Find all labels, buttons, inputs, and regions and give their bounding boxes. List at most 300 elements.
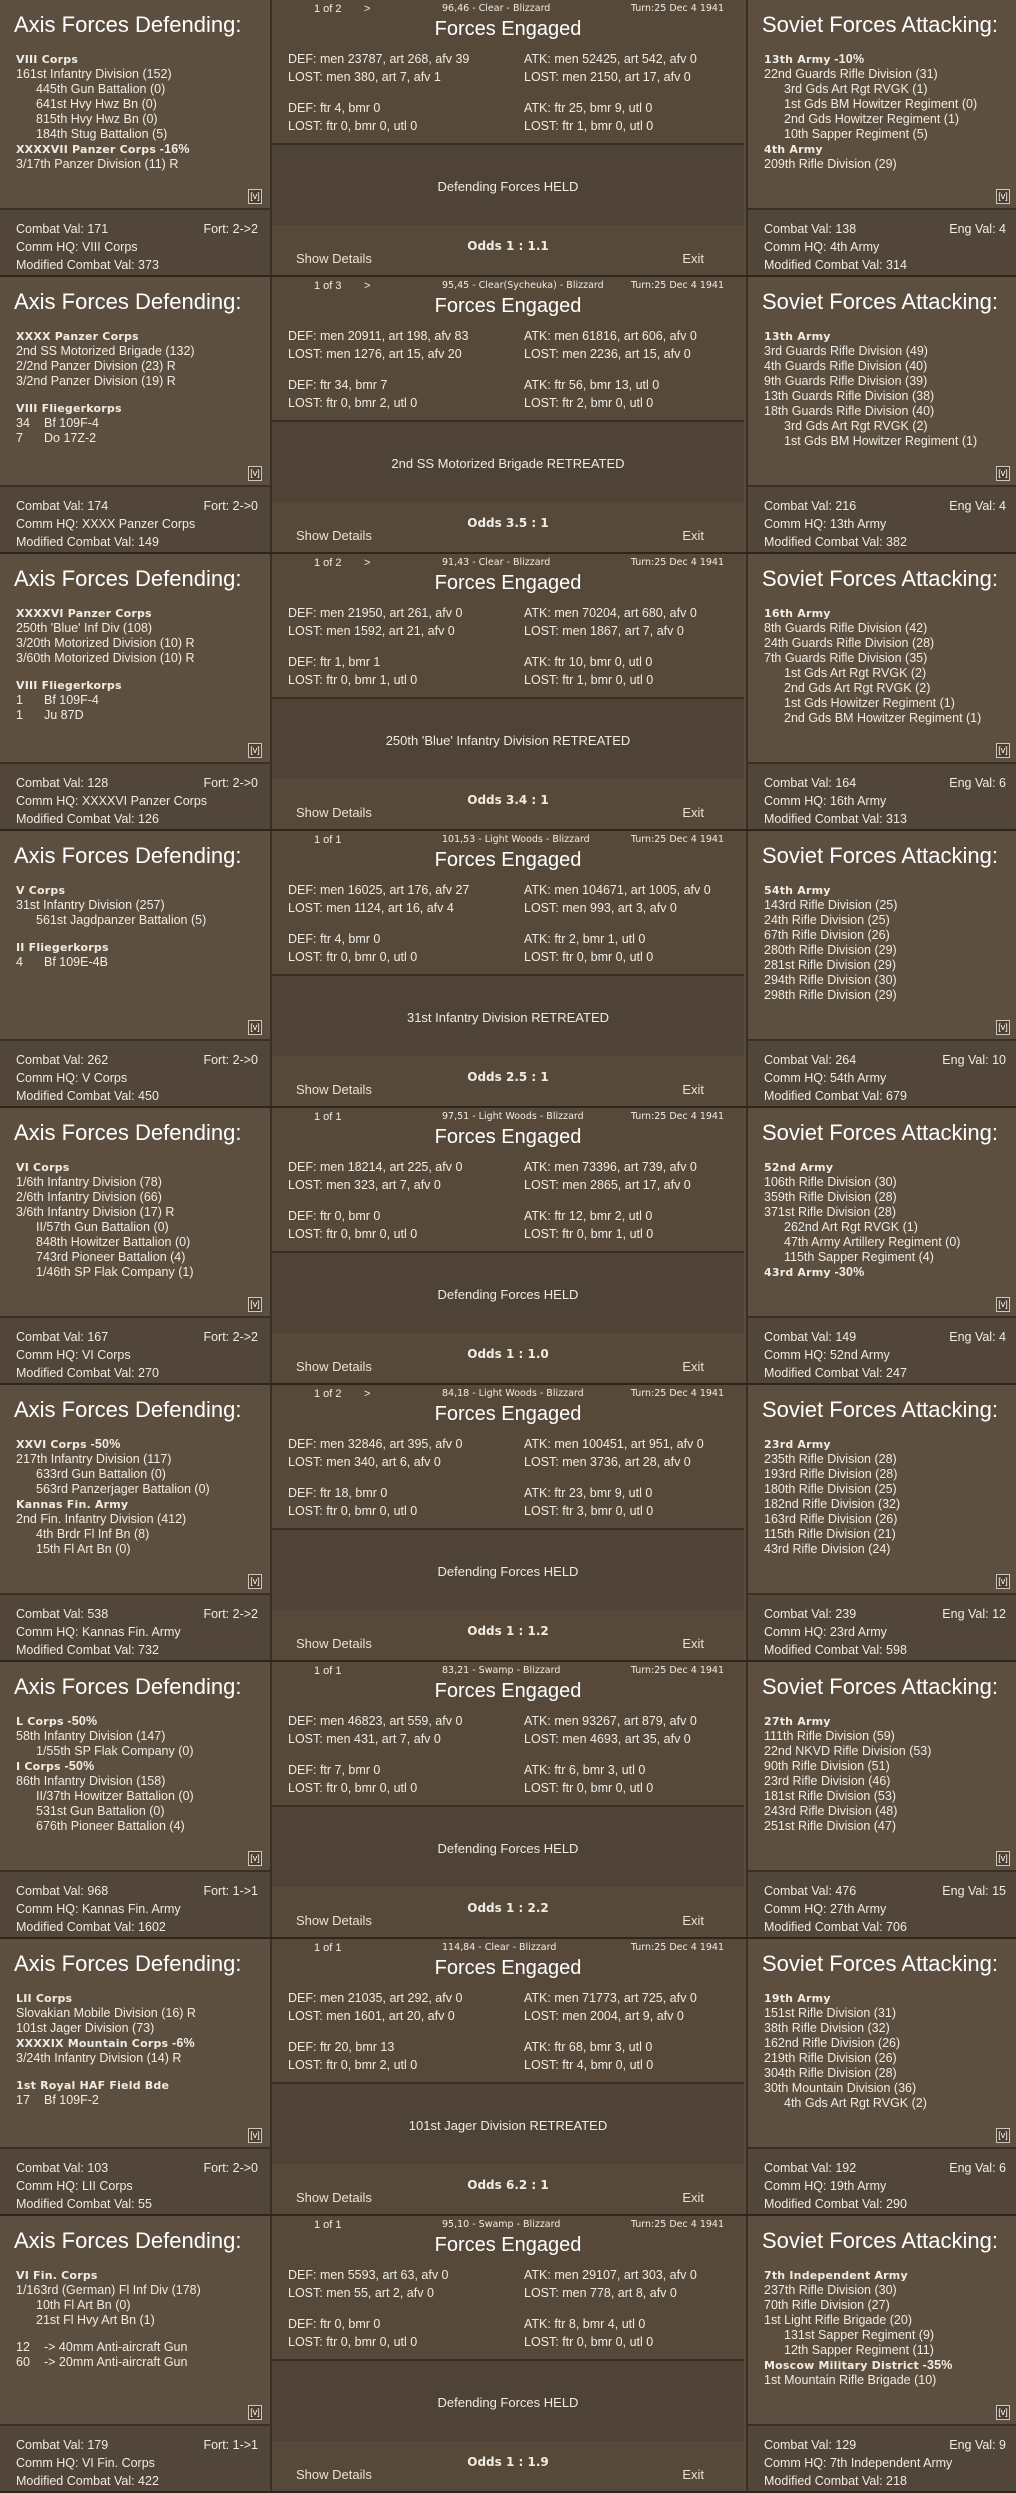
unit-name: 281st Rifle Division (29) xyxy=(764,958,896,972)
unit-name: 561st Jagdpanzer Battalion (5) xyxy=(36,913,207,927)
battle-result: Defending Forces HELD xyxy=(437,179,579,194)
battle-result-box xyxy=(272,420,744,502)
battle-panel-8 xyxy=(0,1939,1016,2216)
defender-air-losses: LOST: ftr 0, bmr 0, utl 0 xyxy=(288,119,418,133)
unit-name: 243rd Rifle Division (48) xyxy=(764,1804,898,1818)
unit-row xyxy=(764,2096,1012,2111)
unit-row xyxy=(764,2081,1012,2096)
unit-row xyxy=(16,2006,264,2021)
unit-row xyxy=(764,2373,1012,2388)
show-details-button[interactable]: Show Details xyxy=(296,1913,372,1928)
hq-penalty: -50% xyxy=(86,1437,121,1451)
air-unit-count: 4 xyxy=(16,955,23,969)
unit-row xyxy=(764,1804,1012,1819)
unit-row xyxy=(764,958,1012,973)
unit-name: 445th Gun Battalion (0) xyxy=(36,82,166,96)
show-details-button[interactable]: Show Details xyxy=(296,251,372,266)
unit-name: 58th Infantry Division (147) xyxy=(16,1729,166,1743)
forces-engaged-panel xyxy=(272,1662,744,1937)
battle-panel-3 xyxy=(0,554,1016,831)
unit-name: 237th Rifle Division (30) xyxy=(764,2283,897,2297)
soviet-panel xyxy=(746,554,1016,829)
show-details-button[interactable]: Show Details xyxy=(296,1082,372,1097)
unit-name: 1st Gds BM Howitzer Regiment (1) xyxy=(784,434,978,448)
axis-unit-list xyxy=(16,1714,264,1834)
turn-date: Turn:25 Dec 4 1941 xyxy=(630,1665,724,1676)
unit-row xyxy=(16,127,264,142)
exit-button[interactable]: Exit xyxy=(682,1636,704,1651)
fort-level: Fort: 2->0 xyxy=(203,2161,258,2175)
unit-name: 47th Army Artillery Regiment (0) xyxy=(784,1235,961,1249)
attacker-men: ATK: men 104671, art 1005, afv 0 xyxy=(524,883,711,897)
unit-name: 217th Infantry Division (117) xyxy=(16,1452,172,1466)
unit-name: 3rd Gds Art Rgt RVGK (2) xyxy=(784,419,928,433)
unit-row xyxy=(16,1542,264,1557)
hq-unit xyxy=(764,883,1012,898)
unit-row xyxy=(764,988,1012,1003)
unit-row xyxy=(16,1250,264,1265)
unit-name: 4th Army xyxy=(764,143,823,156)
unit-row xyxy=(764,681,1012,696)
unit-row xyxy=(16,1190,264,1205)
hq-unit xyxy=(16,1497,264,1512)
battle-result: Defending Forces HELD xyxy=(437,1564,579,1579)
unit-row xyxy=(16,1205,264,1220)
forces-engaged-panel xyxy=(272,0,744,275)
unit-name: 161st Infantry Division (152) xyxy=(16,67,172,81)
axis-expand-button[interactable]: [v] xyxy=(248,1574,262,1589)
soviet-expand-button[interactable]: [v] xyxy=(996,189,1010,204)
unit-name: 2/6th Infantry Division (66) xyxy=(16,1190,162,1204)
air-unit-count: 1 xyxy=(16,708,23,722)
hq-unit xyxy=(16,1437,264,1452)
defender-men: DEF: men 21035, art 292, afv 0 xyxy=(288,1991,463,2005)
turn-date: Turn:25 Dec 4 1941 xyxy=(630,834,724,845)
turn-date: Turn:25 Dec 4 1941 xyxy=(630,1942,724,1953)
soviet-stats xyxy=(748,1039,1016,1106)
soviet-forces-title: Soviet Forces Attacking: xyxy=(762,1397,998,1422)
attacker-losses: LOST: men 1867, art 7, afv 0 xyxy=(524,624,684,638)
air-unit-count: 60 xyxy=(16,2355,30,2369)
exit-button[interactable]: Exit xyxy=(682,805,704,820)
battle-panel-4 xyxy=(0,831,1016,1108)
defender-air: DEF: ftr 20, bmr 13 xyxy=(288,2040,395,2054)
battle-result-box xyxy=(272,1805,744,1887)
exit-button[interactable]: Exit xyxy=(682,251,704,266)
axis-forces-title: Axis Forces Defending: xyxy=(14,1951,242,1976)
attacker-air: ATK: ftr 56, bmr 13, utl 0 xyxy=(524,378,660,392)
soviet-unit-list xyxy=(764,1714,1012,1834)
axis-modified-combat-value: Modified Combat Val: 149 xyxy=(16,535,159,549)
battle-footer xyxy=(272,779,744,829)
show-details-button[interactable]: Show Details xyxy=(296,805,372,820)
unit-row xyxy=(16,1774,264,1789)
axis-comm-hq: Comm HQ: V Corps xyxy=(16,1071,128,1085)
axis-unit-list xyxy=(16,52,264,172)
unit-name: I Corps xyxy=(16,1760,61,1773)
unit-row xyxy=(764,1789,1012,1804)
unit-name: 111th Rifle Division (59) xyxy=(764,1729,895,1743)
axis-unit-list xyxy=(16,2268,264,2370)
exit-button[interactable]: Exit xyxy=(682,1082,704,1097)
engineer-value: Eng Val: 4 xyxy=(949,1330,1006,1344)
attacker-air-losses: LOST: ftr 0, bmr 0, utl 0 xyxy=(524,2335,654,2349)
unit-name: II Fliegerkorps xyxy=(16,941,109,954)
soviet-expand-button[interactable]: [v] xyxy=(996,1020,1010,1035)
soviet-stats xyxy=(748,1316,1016,1383)
soviet-combat-value: Combat Val: 164 xyxy=(764,776,857,790)
attacker-losses: LOST: men 3736, art 28, afv 0 xyxy=(524,1455,691,1469)
unit-row xyxy=(764,973,1012,988)
forces-engaged-panel xyxy=(272,554,744,829)
soviet-modified-combat-value: Modified Combat Val: 679 xyxy=(764,1089,907,1103)
unit-name: 359th Rifle Division (28) xyxy=(764,1190,897,1204)
unit-row xyxy=(16,1789,264,1804)
defender-air-losses: LOST: ftr 0, bmr 0, utl 0 xyxy=(288,2335,418,2349)
axis-unit-list xyxy=(16,1991,264,2108)
soviet-expand-button[interactable]: [v] xyxy=(996,2405,1010,2420)
soviet-expand-button[interactable]: [v] xyxy=(996,466,1010,481)
unit-name: XXVI Corps xyxy=(16,1438,87,1451)
unit-name: 90th Rifle Division (51) xyxy=(764,1759,890,1773)
next-page-arrow[interactable]: > xyxy=(364,280,371,292)
unit-name: XXXX Panzer Corps xyxy=(16,330,139,343)
unit-name: 531st Gun Battalion (0) xyxy=(36,1804,165,1818)
unit-name: 54th Army xyxy=(764,884,831,897)
battle-footer xyxy=(272,2164,744,2214)
soviet-unit-list xyxy=(764,606,1012,726)
soviet-stats xyxy=(748,208,1016,275)
axis-expand-button[interactable]: [v] xyxy=(248,2128,262,2143)
defender-air: DEF: ftr 1, bmr 1 xyxy=(288,655,381,669)
unit-row xyxy=(764,2066,1012,2081)
defender-losses: LOST: men 380, art 7, afv 1 xyxy=(288,70,441,84)
soviet-combat-value: Combat Val: 138 xyxy=(764,222,857,236)
unit-name: XXXXVII Panzer Corps xyxy=(16,143,157,156)
axis-expand-button[interactable]: [v] xyxy=(248,1020,262,1035)
show-details-button[interactable]: Show Details xyxy=(296,528,372,543)
battle-panel-2 xyxy=(0,277,1016,554)
attacker-air-losses: LOST: ftr 3, bmr 0, utl 0 xyxy=(524,1504,654,1518)
unit-name: 30th Mountain Division (36) xyxy=(764,2081,917,2095)
battle-result: 101st Jager Division RETREATED xyxy=(408,2118,608,2133)
unit-name: 23rd Army xyxy=(764,1438,831,1451)
unit-row xyxy=(16,1467,264,1482)
unit-row xyxy=(764,2006,1012,2021)
page-indicator: 1 of 1 xyxy=(314,2219,342,2231)
hq-unit xyxy=(764,2358,1012,2373)
unit-name: 1st Gds Howitzer Regiment (1) xyxy=(784,696,955,710)
unit-name: 13th Army xyxy=(764,53,831,66)
exit-button[interactable]: Exit xyxy=(682,1913,704,1928)
unit-row xyxy=(16,1265,264,1280)
soviet-forces-title: Soviet Forces Attacking: xyxy=(762,566,998,591)
defender-men: DEF: men 5593, art 63, afv 0 xyxy=(288,2268,449,2282)
axis-expand-button[interactable]: [v] xyxy=(248,2405,262,2420)
axis-combat-value: Combat Val: 167 xyxy=(16,1330,109,1344)
soviet-comm-hq: Comm HQ: 7th Independent Army xyxy=(764,2456,953,2470)
unit-name: 633rd Gun Battalion (0) xyxy=(36,1467,166,1481)
hq-unit xyxy=(764,606,1012,621)
battle-odds: Odds 3.5 : 1 xyxy=(467,516,549,530)
unit-row xyxy=(764,636,1012,651)
axis-combat-value: Combat Val: 262 xyxy=(16,1053,109,1067)
battle-result: 31st Infantry Division RETREATED xyxy=(406,1010,610,1025)
battle-result-box xyxy=(272,1528,744,1610)
defender-men: DEF: men 18214, art 225, afv 0 xyxy=(288,1160,463,1174)
air-unit-type: Bf 109F-2 xyxy=(44,2093,99,2107)
battle-footer xyxy=(272,1056,744,1106)
air-unit-type: Do 17Z-2 xyxy=(44,431,97,445)
defender-air: DEF: ftr 0, bmr 0 xyxy=(288,1209,381,1223)
unit-row xyxy=(764,621,1012,636)
soviet-panel xyxy=(746,277,1016,552)
unit-row xyxy=(764,2343,1012,2358)
hq-unit xyxy=(764,1714,1012,1729)
list-spacer xyxy=(16,928,264,940)
battle-odds: Odds 2.5 : 1 xyxy=(467,1070,549,1084)
unit-name: 1st Light Rifle Brigade (20) xyxy=(764,2313,912,2327)
next-page-arrow[interactable]: > xyxy=(364,1388,371,1400)
forces-engaged-title: Forces Engaged xyxy=(434,18,582,40)
axis-expand-button[interactable]: [v] xyxy=(248,743,262,758)
defender-losses: LOST: men 1601, art 20, afv 0 xyxy=(288,2009,455,2023)
battle-footer xyxy=(272,2441,744,2491)
hq-unit xyxy=(764,329,1012,344)
unit-row xyxy=(764,112,1012,127)
show-details-button[interactable]: Show Details xyxy=(296,2467,372,2482)
battle-odds: Odds 3.4 : 1 xyxy=(467,793,549,807)
axis-comm-hq: Comm HQ: Kannas Fin. Army xyxy=(16,1625,181,1639)
hq-unit xyxy=(764,142,1012,157)
axis-stats xyxy=(0,762,270,829)
unit-row xyxy=(764,1235,1012,1250)
hq-penalty: -50% xyxy=(60,1759,95,1773)
battle-result: Defending Forces HELD xyxy=(437,2395,579,2410)
attacker-losses: LOST: men 778, art 8, afv 0 xyxy=(524,2286,677,2300)
unit-name: 13th Army xyxy=(764,330,831,343)
unit-name: 676th Pioneer Battalion (4) xyxy=(36,1819,185,1833)
unit-row xyxy=(764,2283,1012,2298)
show-details-button[interactable]: Show Details xyxy=(296,1636,372,1651)
unit-row xyxy=(16,1452,264,1467)
next-page-arrow[interactable]: > xyxy=(364,557,371,569)
unit-row xyxy=(764,1190,1012,1205)
unit-name: 2/2nd Panzer Division (23) R xyxy=(16,359,176,373)
forces-engaged-panel xyxy=(272,1385,744,1660)
hq-unit xyxy=(16,606,264,621)
unit-name: 163rd Rifle Division (26) xyxy=(764,1512,898,1526)
attacker-air: ATK: ftr 68, bmr 3, utl 0 xyxy=(524,2040,653,2054)
show-details-button[interactable]: Show Details xyxy=(296,1359,372,1374)
axis-panel xyxy=(0,1385,272,1660)
defender-men: DEF: men 32846, art 395, afv 0 xyxy=(288,1437,463,1451)
exit-button[interactable]: Exit xyxy=(682,528,704,543)
soviet-expand-button[interactable]: [v] xyxy=(996,743,1010,758)
soviet-stats xyxy=(748,2147,1016,2214)
battle-header xyxy=(272,1939,744,1955)
next-page-arrow[interactable]: > xyxy=(364,3,371,15)
battle-odds: Odds 1 : 1.1 xyxy=(467,239,549,253)
axis-combat-value: Combat Val: 174 xyxy=(16,499,109,513)
unit-name: 24th Guards Rifle Division (28) xyxy=(764,636,935,650)
unit-name: 19th Army xyxy=(764,1992,831,2005)
attacker-losses: LOST: men 2004, art 9, afv 0 xyxy=(524,2009,684,2023)
battle-footer xyxy=(272,502,744,552)
soviet-unit-list xyxy=(764,1437,1012,1557)
unit-name: 7th Guards Rifle Division (35) xyxy=(764,651,928,665)
soviet-unit-list xyxy=(764,2268,1012,2388)
forces-engaged-panel xyxy=(272,831,744,1106)
battle-footer xyxy=(272,1333,744,1383)
hq-unit xyxy=(16,1991,264,2006)
unit-name: VI Fin. Corps xyxy=(16,2269,98,2282)
attacker-men: ATK: men 71773, art 725, afv 0 xyxy=(524,1991,697,2005)
air-unit-count: 12 xyxy=(16,2340,30,2354)
axis-panel xyxy=(0,1662,272,1937)
soviet-combat-value: Combat Val: 129 xyxy=(764,2438,857,2452)
axis-expand-button[interactable]: [v] xyxy=(248,189,262,204)
page-indicator: 1 of 1 xyxy=(314,1942,342,1954)
fort-level: Fort: 2->2 xyxy=(203,222,258,236)
axis-stats xyxy=(0,2147,270,2214)
axis-expand-button[interactable]: [v] xyxy=(248,1851,262,1866)
battle-header xyxy=(272,1385,744,1401)
defender-men: DEF: men 20911, art 198, afv 83 xyxy=(288,329,469,343)
air-unit-row xyxy=(16,416,264,431)
unit-name: 304th Rifle Division (28) xyxy=(764,2066,897,2080)
axis-expand-button[interactable]: [v] xyxy=(248,466,262,481)
exit-button[interactable]: Exit xyxy=(682,2467,704,2482)
unit-row xyxy=(764,1220,1012,1235)
unit-name: XXXXVI Panzer Corps xyxy=(16,607,152,620)
attacker-air: ATK: ftr 6, bmr 3, utl 0 xyxy=(524,1763,646,1777)
unit-row xyxy=(16,1482,264,1497)
defender-air: DEF: ftr 4, bmr 0 xyxy=(288,932,381,946)
unit-name: 235th Rifle Division (28) xyxy=(764,1452,897,1466)
hex-terrain-weather: 95,45 - Clear(Sycheuka) - Blizzard xyxy=(442,280,604,291)
soviet-expand-button[interactable]: [v] xyxy=(996,1851,1010,1866)
engineer-value: Eng Val: 12 xyxy=(942,1607,1006,1621)
soviet-combat-value: Combat Val: 192 xyxy=(764,2161,857,2175)
turn-date: Turn:25 Dec 4 1941 xyxy=(630,2219,724,2230)
fort-level: Fort: 1->1 xyxy=(203,1884,258,1898)
unit-row xyxy=(764,1482,1012,1497)
soviet-comm-hq: Comm HQ: 13th Army xyxy=(764,517,887,531)
unit-name: 15th Fl Art Bn (0) xyxy=(36,1542,131,1556)
air-unit-type: -> 20mm Anti-aircraft Gun xyxy=(44,2355,188,2369)
soviet-unit-list xyxy=(764,52,1012,172)
axis-panel xyxy=(0,1108,272,1383)
exit-button[interactable]: Exit xyxy=(682,1359,704,1374)
unit-name: 181st Rifle Division (53) xyxy=(764,1789,896,1803)
unit-name: 250th 'Blue' Inf Div (108) xyxy=(16,621,153,635)
axis-modified-combat-value: Modified Combat Val: 732 xyxy=(16,1643,159,1657)
unit-name: 162nd Rifle Division (26) xyxy=(764,2036,901,2050)
soviet-expand-button[interactable]: [v] xyxy=(996,1297,1010,1312)
unit-name: V Corps xyxy=(16,884,66,897)
battle-header xyxy=(272,0,744,16)
hq-unit xyxy=(16,329,264,344)
unit-row xyxy=(764,127,1012,142)
hq-unit xyxy=(16,401,264,416)
hq-unit xyxy=(16,2268,264,2283)
unit-row xyxy=(16,913,264,928)
unit-name: 298th Rifle Division (29) xyxy=(764,988,897,1002)
axis-modified-combat-value: Modified Combat Val: 55 xyxy=(16,2197,152,2211)
soviet-expand-button[interactable]: [v] xyxy=(996,1574,1010,1589)
unit-row xyxy=(16,1175,264,1190)
air-unit-count: 34 xyxy=(16,416,30,430)
unit-name: 1st Gds BM Howitzer Regiment (0) xyxy=(784,97,978,111)
defender-losses: LOST: men 1124, art 16, afv 4 xyxy=(288,901,454,915)
axis-modified-combat-value: Modified Combat Val: 422 xyxy=(16,2474,159,2488)
defender-air-losses: LOST: ftr 0, bmr 2, utl 0 xyxy=(288,2058,418,2072)
unit-name: 43rd Army xyxy=(764,1266,831,1279)
unit-row xyxy=(16,1804,264,1819)
unit-row xyxy=(16,2021,264,2036)
forces-engaged-title: Forces Engaged xyxy=(434,1126,582,1148)
axis-stats xyxy=(0,485,270,552)
unit-name: 23rd Rifle Division (46) xyxy=(764,1774,891,1788)
soviet-forces-title: Soviet Forces Attacking: xyxy=(762,2228,998,2253)
unit-row xyxy=(764,157,1012,172)
unit-name: VIII Corps xyxy=(16,53,79,66)
unit-name: 131st Sapper Regiment (9) xyxy=(784,2328,935,2342)
unit-row xyxy=(16,651,264,666)
unit-name: 219th Rifle Division (26) xyxy=(764,2051,897,2065)
engineer-value: Eng Val: 15 xyxy=(942,1884,1006,1898)
unit-row xyxy=(16,112,264,127)
unit-name: 3/60th Motorized Division (10) R xyxy=(16,651,195,665)
unit-name: 2nd Gds Howitzer Regiment (1) xyxy=(784,112,960,126)
unit-name: 3/6th Infantry Division (17) R xyxy=(16,1205,175,1219)
battle-header xyxy=(272,1108,744,1124)
hq-unit xyxy=(16,940,264,955)
soviet-stats xyxy=(748,1593,1016,1660)
attacker-air-losses: LOST: ftr 0, bmr 1, utl 0 xyxy=(524,1227,654,1241)
fort-level: Fort: 2->2 xyxy=(203,1330,258,1344)
defender-air-losses: LOST: ftr 0, bmr 0, utl 0 xyxy=(288,1504,418,1518)
show-details-button[interactable]: Show Details xyxy=(296,2190,372,2205)
attacker-air: ATK: ftr 2, bmr 1, utl 0 xyxy=(524,932,646,946)
unit-row xyxy=(16,2051,264,2066)
page-indicator: 1 of 2 xyxy=(314,557,342,569)
battle-panel-1 xyxy=(0,0,1016,277)
soviet-modified-combat-value: Modified Combat Val: 382 xyxy=(764,535,907,549)
exit-button[interactable]: Exit xyxy=(682,2190,704,2205)
unit-row xyxy=(764,404,1012,419)
soviet-expand-button[interactable]: [v] xyxy=(996,2128,1010,2143)
air-unit-row xyxy=(16,2340,264,2355)
axis-modified-combat-value: Modified Combat Val: 373 xyxy=(16,258,159,272)
battle-result-box xyxy=(272,143,744,225)
unit-row xyxy=(764,2036,1012,2051)
defender-losses: LOST: men 55, art 2, afv 0 xyxy=(288,2286,434,2300)
unit-name: 21st Fl Hvy Art Bn (1) xyxy=(36,2313,155,2327)
soviet-comm-hq: Comm HQ: 16th Army xyxy=(764,794,887,808)
engineer-value: Eng Val: 4 xyxy=(949,499,1006,513)
axis-unit-list xyxy=(16,883,264,970)
unit-name: 27th Army xyxy=(764,1715,831,1728)
unit-name: 815th Hvy Hwz Bn (0) xyxy=(36,112,158,126)
defender-air: DEF: ftr 34, bmr 7 xyxy=(288,378,388,392)
hq-unit xyxy=(764,1160,1012,1175)
unit-row xyxy=(16,344,264,359)
soviet-comm-hq: Comm HQ: 54th Army xyxy=(764,1071,887,1085)
axis-expand-button[interactable]: [v] xyxy=(248,1297,262,1312)
unit-name: 115th Rifle Division (21) xyxy=(764,1527,896,1541)
